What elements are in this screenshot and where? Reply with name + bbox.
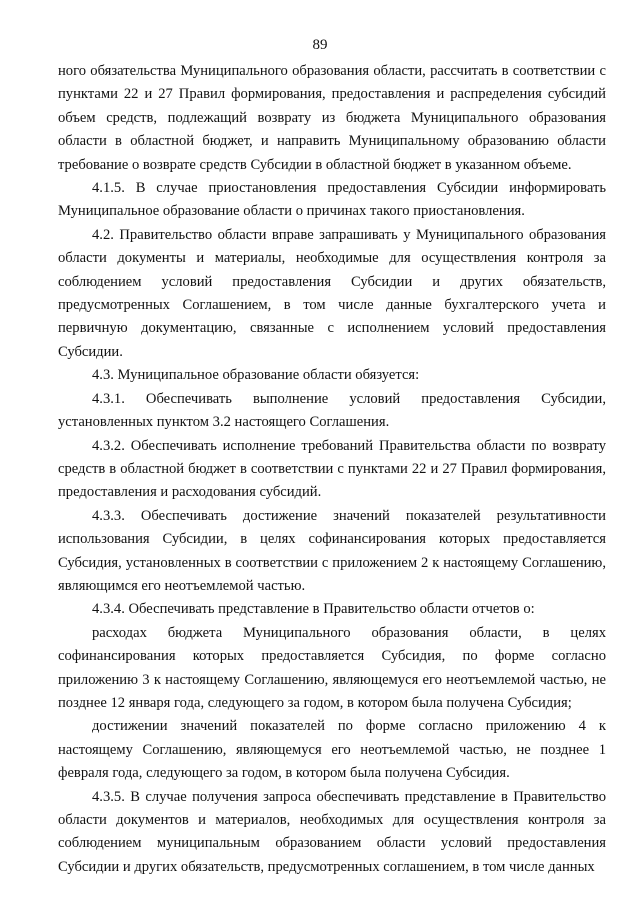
paragraph-4-1-5: 4.1.5. В случае приостановления предоставления Субсидии информировать Муниципальное образование области о причинах такого приостановления. [58, 180, 606, 220]
paragraph-4-3-1: 4.3.1. Обеспечивать выполнение условий предоставления Субсидии, установленных пунктом 3.2 настоящего Соглашения. [58, 390, 606, 431]
paragraph-4-3-5: 4.3.5. В случае получения запроса обеспечивать представление в Правительство области документов и материалов, необходимых для осуществления контроля за соблюдением муниципальным образованием области условий предоставления Субсидии и других обязательств, предусмотренных соглашением, в том числе данных [58, 788, 606, 875]
paragraph-continuation: ного обязательства Муниципального образования области, рассчитать в соответствии с пунктами 22 и 27 Правил формирования, предоставления и распределения субсидий объем средств, подлежащий возврату из бюджета Муниципального образования области в областной бюджет, и направить Муниципальному образованию области требование о возврате средств Субсидии в областной бюджет в указанном объеме. [58, 63, 606, 173]
paragraph-4-3-2: 4.3.2. Обеспечивать исполнение требований Правительства области по возврату средств в областной бюджет в соответствии с пунктами 22 и 27 Правил формирования, предоставления и расходования субсидий. [58, 437, 606, 501]
paragraph-4-2: 4.2. Правительство области вправе запрашивать у Муниципального образования области документы и материалы, необходимые для осуществления контроля за соблюдением условий предоставления Субсидии и других обязательств, предусмотренных Соглашением, в том числе данные бухгалтерского учета и первичную документацию, связанные с исполнением условий предоставления Субсидии. [58, 226, 606, 360]
paragraph-4-3-4-indicators: достижении значений показателей по форме согласно приложению 4 к настоящему Соглашению, являющемуся его неотъемлемой частью, не позднее 1 февраля года, следующего за годом, в котором была получена Субсидия. [58, 718, 606, 782]
paragraph-4-3-4: 4.3.4. Обеспечивать представление в Правительство области отчетов о: [92, 601, 535, 618]
paragraph-4-3-3: 4.3.3. Обеспечивать достижение значений показателей результативности использования Субсидии, в целях софинансирования которых предоставляется Субсидия, установленных в соответствии с приложением 2 к настоящему Соглашению, являющимся его неотъемлемой частью. [58, 507, 606, 594]
document-body [58, 60, 606, 879]
paragraph-4-3: 4.3. Муниципальное образование области обязуется: [92, 367, 420, 384]
paragraph-4-3-4-expenses: расходах бюджета Муниципального образования области, в целях софинансирования которых предоставляется Субсидия, по форме согласно приложению 3 к настоящему Соглашению, являющемуся его неотъемлемой частью, не позднее 12 января года, следующего за годом, в котором была получена Субсидия; [58, 624, 606, 711]
page-number: 89 [312, 37, 328, 53]
